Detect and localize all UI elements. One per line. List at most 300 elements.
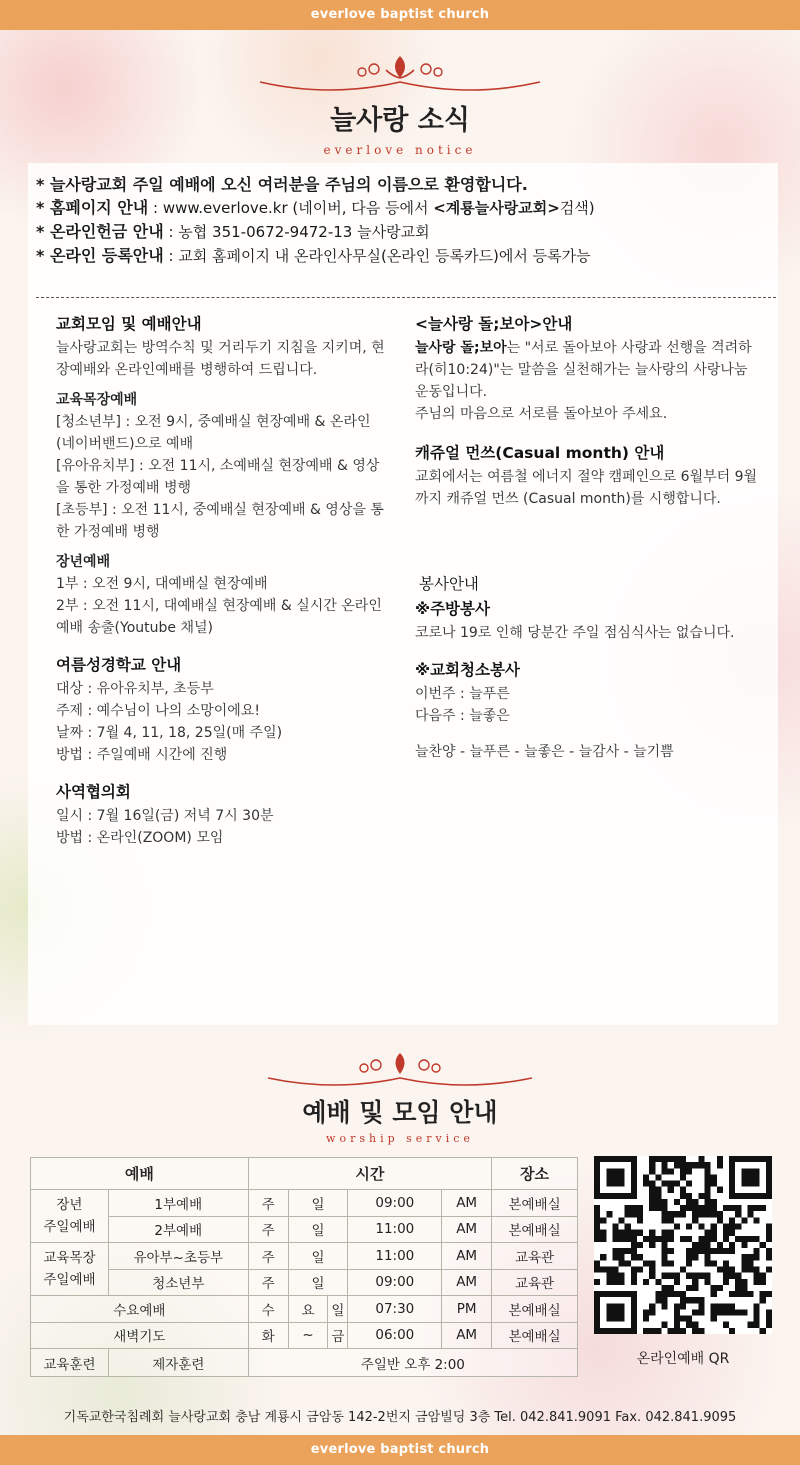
qr-module [729, 1328, 735, 1334]
ornament-divider-top [250, 52, 550, 98]
qr-module [723, 1303, 729, 1309]
qr-module [649, 1309, 655, 1315]
qr-label: 온라인예배 QR [636, 1351, 730, 1367]
qr-module [625, 1260, 631, 1266]
qr-module [723, 1224, 729, 1230]
qr-module [606, 1156, 612, 1162]
qr-module [594, 1187, 600, 1193]
qr-module [704, 1260, 710, 1266]
kitchen-text: 코로나 19로 인해 당분간 주일 점심식사는 없습니다. [415, 625, 735, 641]
worship-title: 예배 및 모임 안내 [302, 1098, 498, 1127]
qr-module [680, 1236, 686, 1242]
qr-module [619, 1236, 625, 1242]
qr-module [594, 1174, 600, 1180]
qr-module [594, 1260, 600, 1266]
qr-module [680, 1316, 686, 1322]
group-edu-l2: 주일예배 [43, 1272, 96, 1288]
qr-module [631, 1273, 637, 1279]
table-row [31, 1296, 578, 1323]
qr-module [619, 1156, 625, 1162]
qr-module [600, 1193, 606, 1199]
qr-code[interactable] [594, 1156, 772, 1334]
qr-module [747, 1181, 753, 1187]
qr-module [631, 1193, 637, 1199]
qr-module [692, 1309, 698, 1315]
qr-module [594, 1266, 600, 1272]
qr-module [631, 1309, 637, 1315]
qr-module [729, 1291, 735, 1297]
row-name: 수요예배 [31, 1296, 249, 1323]
qr-module [711, 1224, 717, 1230]
qr-module [662, 1322, 668, 1328]
qr-module [649, 1230, 655, 1236]
qr-module [674, 1156, 680, 1162]
kitchen-heading: ※주방봉사 [415, 600, 490, 618]
qr-module [766, 1181, 772, 1187]
qr-module [668, 1168, 674, 1174]
qr-module [631, 1236, 637, 1242]
qr-module [662, 1285, 668, 1291]
qr-module [606, 1309, 612, 1315]
qr-module [686, 1248, 692, 1254]
qr-module [692, 1328, 698, 1334]
qr-module [704, 1230, 710, 1236]
table-row [31, 1216, 578, 1243]
qr-module [729, 1224, 735, 1230]
footer-band: everlove baptist church [0, 1435, 800, 1465]
qr-module [760, 1242, 766, 1248]
edu-item-elementary: [초등부] : 오전 11시, 중예배실 현장예배 & 영상을 통한 가정예배 병행 [56, 502, 384, 540]
dashed-divider [36, 297, 776, 298]
qr-module [704, 1174, 710, 1180]
qr-module [594, 1316, 600, 1322]
qr-module [735, 1193, 741, 1199]
qr-module [741, 1156, 747, 1162]
qr-module [680, 1303, 686, 1309]
qr-module [711, 1230, 717, 1236]
row-time: 09:00 [348, 1269, 442, 1296]
qr-module [754, 1309, 760, 1315]
qr-module [594, 1328, 600, 1334]
qr-module [686, 1260, 692, 1266]
row-day-3: 금 [328, 1322, 348, 1349]
qr-module [760, 1193, 766, 1199]
qr-module [698, 1162, 704, 1168]
header-band: everlove baptist church [0, 0, 800, 30]
qr-module [612, 1248, 618, 1254]
qr-module [606, 1181, 612, 1187]
qr-module [606, 1279, 612, 1285]
qr-module [686, 1285, 692, 1291]
qr-module [754, 1254, 760, 1260]
qr-module [631, 1230, 637, 1236]
row-day-2: 일 [288, 1243, 348, 1270]
meeting-heading: 교회모임 및 예배안내 [56, 315, 202, 333]
qr-module [600, 1236, 606, 1242]
care-heading: <늘사랑 돌;보아>안내 [415, 315, 573, 333]
col-header-place: 장소 [492, 1158, 578, 1190]
qr-module [668, 1187, 674, 1193]
qr-module [619, 1291, 625, 1297]
qr-module [723, 1273, 729, 1279]
qr-module [729, 1230, 735, 1236]
qr-module [668, 1248, 674, 1254]
qr-module [625, 1291, 631, 1297]
qr-module [631, 1316, 637, 1322]
qr-module [655, 1199, 661, 1205]
qr-module [600, 1254, 606, 1260]
qr-module [643, 1316, 649, 1322]
qr-module [594, 1230, 600, 1236]
qr-module [606, 1273, 612, 1279]
qr-module [612, 1174, 618, 1180]
council-time: 일시 : 7월 16일(금) 저녁 7시 30분 [56, 808, 274, 824]
qr-module [631, 1297, 637, 1303]
qr-module [637, 1211, 643, 1217]
vbs-dates: 날짜 : 7월 4, 11, 18, 25일(매 주일) [56, 725, 283, 741]
council-method: 방법 : 온라인(ZOOM) 모임 [56, 830, 224, 846]
qr-module [698, 1309, 704, 1315]
qr-module [692, 1279, 698, 1285]
qr-module [612, 1309, 618, 1315]
table-row [31, 1349, 578, 1377]
group-training: 교육훈련 [31, 1349, 109, 1377]
casual-heading: 캐쥬얼 먼쓰(Casual month) 안내 [415, 444, 665, 462]
qr-module [631, 1266, 637, 1272]
qr-module [655, 1291, 661, 1297]
qr-module [717, 1156, 723, 1162]
qr-module [606, 1266, 612, 1272]
training-time: 주일반 오후 2:00 [248, 1349, 577, 1377]
col-header-time: 시간 [248, 1158, 491, 1190]
qr-module [594, 1217, 600, 1223]
qr-module [619, 1181, 625, 1187]
row-day-2: 일 [288, 1269, 348, 1296]
qr-module [741, 1291, 747, 1297]
notice-welcome: * 늘사랑교회 주일 예배에 오신 여러분을 주님의 이름으로 환영합니다. [36, 175, 528, 194]
qr-module [655, 1187, 661, 1193]
qr-module [686, 1273, 692, 1279]
edu-item-preschool: [유아유치부] : 오전 11시, 소예배실 현장예배 & 영상을 통한 가정예배 병행 [56, 458, 380, 496]
row-day-2: ~ [288, 1322, 328, 1349]
qr-module [735, 1224, 741, 1230]
qr-module [698, 1273, 704, 1279]
qr-module [704, 1242, 710, 1248]
worship-subtitle: worship service [326, 1132, 474, 1145]
qr-module [594, 1309, 600, 1315]
qr-module [594, 1211, 600, 1217]
qr-module [711, 1174, 717, 1180]
qr-module [662, 1248, 668, 1254]
qr-module [747, 1291, 753, 1297]
qr-module [668, 1217, 674, 1223]
qr-module [668, 1328, 674, 1334]
qr-module [692, 1254, 698, 1260]
qr-module [766, 1187, 772, 1193]
qr-module [766, 1316, 772, 1322]
col-header-worship: 예배 [31, 1158, 249, 1190]
qr-module [662, 1291, 668, 1297]
qr-module [741, 1174, 747, 1180]
row-name: 새벽기도 [31, 1322, 249, 1349]
qr-module [662, 1242, 668, 1248]
qr-module [747, 1211, 753, 1217]
qr-module [680, 1205, 686, 1211]
row-day-2: 일 [288, 1190, 348, 1217]
qr-module [606, 1303, 612, 1309]
qr-module [649, 1156, 655, 1162]
qr-module [600, 1156, 606, 1162]
qr-module [649, 1236, 655, 1242]
qr-module [754, 1181, 760, 1187]
qr-module [619, 1309, 625, 1315]
qr-module [662, 1260, 668, 1266]
qr-module [625, 1236, 631, 1242]
qr-module [686, 1162, 692, 1168]
qr-module [698, 1193, 704, 1199]
qr-module [655, 1297, 661, 1303]
qr-module [600, 1291, 606, 1297]
qr-module [686, 1236, 692, 1242]
qr-module [741, 1309, 747, 1315]
qr-module [747, 1254, 753, 1260]
qr-module [717, 1285, 723, 1291]
qr-module [674, 1273, 680, 1279]
qr-module [698, 1211, 704, 1217]
qr-module [600, 1217, 606, 1223]
qr-module [692, 1285, 698, 1291]
qr-module [754, 1217, 760, 1223]
qr-module [606, 1211, 612, 1217]
qr-module [594, 1236, 600, 1242]
qr-module [619, 1174, 625, 1180]
qr-module [680, 1174, 686, 1180]
qr-module [655, 1193, 661, 1199]
qr-module [711, 1260, 717, 1266]
qr-module [668, 1291, 674, 1297]
qr-module [668, 1236, 674, 1242]
row-ampm: PM [442, 1296, 492, 1323]
qr-module [717, 1248, 723, 1254]
qr-module [649, 1328, 655, 1334]
qr-module [680, 1291, 686, 1297]
qr-module [619, 1260, 625, 1266]
qr-module [717, 1187, 723, 1193]
qr-module [619, 1328, 625, 1334]
qr-module [606, 1168, 612, 1174]
qr-module [766, 1236, 772, 1242]
qr-module [643, 1279, 649, 1285]
qr-module [662, 1162, 668, 1168]
adult-item-2: 2부 : 오전 11시, 대예배실 현장예배 & 실시간 온라인예배 송출(Youtube 채널) [56, 598, 382, 636]
qr-module [662, 1230, 668, 1236]
qr-module [655, 1205, 661, 1211]
qr-module [766, 1193, 772, 1199]
row-time: 06:00 [348, 1322, 442, 1349]
row-name: 청소년부 [108, 1269, 248, 1296]
qr-module [594, 1279, 600, 1285]
row-place: 본예배실 [492, 1190, 578, 1217]
row-day-2: 요 [288, 1296, 328, 1323]
qr-module [662, 1236, 668, 1242]
row-ampm: AM [442, 1243, 492, 1270]
qr-module [612, 1230, 618, 1236]
qr-module [674, 1322, 680, 1328]
qr-module [735, 1205, 741, 1211]
qr-module [766, 1168, 772, 1174]
qr-module [741, 1260, 747, 1266]
qr-module [754, 1205, 760, 1211]
qr-module [723, 1279, 729, 1285]
group-edu [31, 1243, 109, 1296]
qr-module [637, 1205, 643, 1211]
qr-module [612, 1156, 618, 1162]
qr-module [612, 1273, 618, 1279]
qr-module [698, 1236, 704, 1242]
qr-module [766, 1254, 772, 1260]
qr-module [619, 1279, 625, 1285]
qr-module [643, 1260, 649, 1266]
qr-module [698, 1156, 704, 1162]
qr-module [754, 1248, 760, 1254]
row-name: 2부예배 [108, 1216, 248, 1243]
qr-module [686, 1199, 692, 1205]
qr-module [668, 1230, 674, 1236]
qr-module [674, 1279, 680, 1285]
qr-module [649, 1273, 655, 1279]
qr-module [747, 1168, 753, 1174]
qr-module [674, 1162, 680, 1168]
qr-module [766, 1248, 772, 1254]
row-time: 09:00 [348, 1190, 442, 1217]
qr-module [655, 1328, 661, 1334]
row-place: 교육관 [492, 1269, 578, 1296]
qr-module [643, 1236, 649, 1242]
group-adult-l1: 장년 [56, 1197, 83, 1213]
qr-module [729, 1303, 735, 1309]
qr-module [747, 1236, 753, 1242]
qr-module [631, 1242, 637, 1248]
qr-module [655, 1279, 661, 1285]
church-address: 기독교한국침례회 늘사랑교회 충남 계룡시 금암동 142-2번지 금암빌딩 3층 Tel. 042.841.9091 Fax. 042.841.9095 [63, 1410, 737, 1425]
qr-module [594, 1205, 600, 1211]
qr-module [649, 1168, 655, 1174]
qr-module [735, 1273, 741, 1279]
qr-module [747, 1205, 753, 1211]
qr-module [704, 1279, 710, 1285]
notice-block [36, 173, 766, 268]
qr-module [637, 1254, 643, 1260]
qr-module [698, 1303, 704, 1309]
qr-module [619, 1303, 625, 1309]
qr-module [729, 1181, 735, 1187]
qr-module [766, 1224, 772, 1230]
qr-module [766, 1162, 772, 1168]
qr-module [637, 1266, 643, 1272]
qr-module [680, 1187, 686, 1193]
table-row [31, 1322, 578, 1349]
qr-module [662, 1205, 668, 1211]
qr-module [692, 1211, 698, 1217]
left-column [56, 312, 388, 849]
qr-module [674, 1316, 680, 1322]
qr-module [619, 1248, 625, 1254]
qr-module [766, 1322, 772, 1328]
qr-module [723, 1309, 729, 1315]
qr-module [625, 1211, 631, 1217]
qr-module [662, 1181, 668, 1187]
care-text-2: 주님의 마음으로 서로를 돌아보아 주세요. [415, 406, 668, 422]
qr-module [612, 1316, 618, 1322]
qr-module [655, 1236, 661, 1242]
qr-module [741, 1168, 747, 1174]
qr-module [717, 1309, 723, 1315]
qr-module [649, 1187, 655, 1193]
qr-module [625, 1328, 631, 1334]
qr-module [680, 1211, 686, 1217]
row-day-3: 일 [328, 1296, 348, 1323]
qr-module [674, 1291, 680, 1297]
row-place: 교육관 [492, 1243, 578, 1270]
qr-module [717, 1242, 723, 1248]
qr-module [754, 1168, 760, 1174]
qr-module [729, 1193, 735, 1199]
qr-module [735, 1279, 741, 1285]
qr-module [698, 1242, 704, 1248]
qr-module [686, 1181, 692, 1187]
qr-module [729, 1266, 735, 1272]
qr-module [637, 1230, 643, 1236]
row-place: 본예배실 [492, 1322, 578, 1349]
qr-module [612, 1224, 618, 1230]
qr-module [662, 1297, 668, 1303]
care-text: 늘사랑 돌;보아는 "서로 돌아보아 사랑과 선행을 격려하라(히10:24)"는 말씀을 실천해가는 늘사랑의 사랑나눔운동입니다. [415, 340, 752, 400]
qr-module [704, 1162, 710, 1168]
qr-module [594, 1297, 600, 1303]
row-day-2: 일 [288, 1216, 348, 1243]
qr-module [631, 1174, 637, 1180]
qr-module [612, 1168, 618, 1174]
qr-module [619, 1316, 625, 1322]
clean-rotation: 늘찬양 - 늘푸른 - 늘좋은 - 늘감사 - 늘기쁨 [415, 744, 674, 760]
qr-module [662, 1303, 668, 1309]
qr-module [704, 1273, 710, 1279]
qr-module [766, 1230, 772, 1236]
table-row [31, 1269, 578, 1296]
ornament-divider-worship [260, 1050, 540, 1090]
qr-module [649, 1260, 655, 1266]
qr-module [735, 1291, 741, 1297]
qr-module [631, 1205, 637, 1211]
qr-module [692, 1273, 698, 1279]
qr-module [649, 1303, 655, 1309]
qr-module [735, 1211, 741, 1217]
qr-module [741, 1181, 747, 1187]
qr-module [754, 1236, 760, 1242]
qr-module [631, 1162, 637, 1168]
qr-module [747, 1266, 753, 1272]
qr-module [619, 1254, 625, 1260]
qr-module [649, 1199, 655, 1205]
vbs-target: 대상 : 유아유치부, 초등부 [56, 681, 214, 697]
qr-module [631, 1181, 637, 1187]
qr-module [711, 1291, 717, 1297]
news-title: 늘사랑 소식 [330, 105, 470, 136]
adult-heading: 장년예배 [56, 554, 111, 570]
qr-module [662, 1168, 668, 1174]
casual-text: 교회에서는 여름철 에너지 절약 캠페인으로 6월부터 9월까지 캐쥬얼 먼쓰 (Casual month)를 시행합니다. [415, 469, 758, 507]
qr-module [754, 1303, 760, 1309]
